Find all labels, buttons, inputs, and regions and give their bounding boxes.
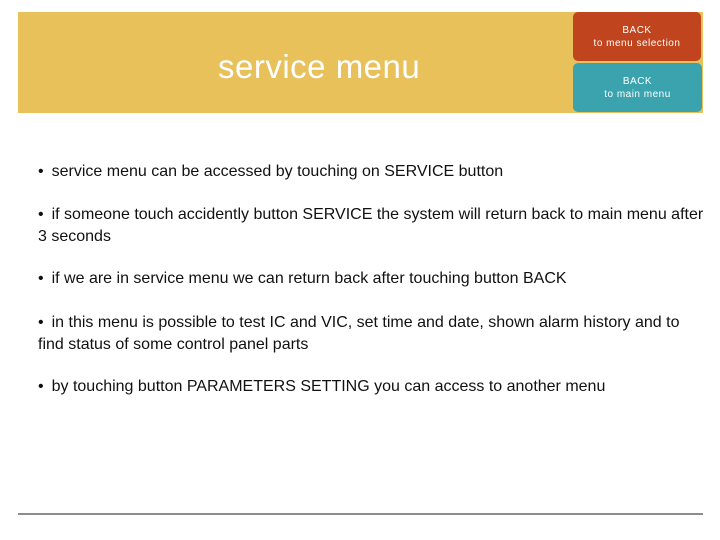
bullet-text: if someone touch accidently button SERVICE the system will return back to main menu after 3 seconds bbox=[38, 206, 704, 245]
back-sublabel: to menu selection bbox=[593, 37, 681, 49]
bullet-text: if we are in service menu we can return back after touching button BACK bbox=[51, 270, 567, 287]
bullet-icon: • bbox=[38, 206, 44, 223]
footer-divider bbox=[18, 513, 703, 515]
bullet-text: by touching button PARAMETERS SETTING you can access to another menu bbox=[51, 378, 606, 395]
bullet-icon: • bbox=[38, 163, 44, 180]
back-label: BACK bbox=[622, 75, 653, 87]
bullet-icon: • bbox=[38, 314, 44, 331]
page-title: service menu bbox=[218, 48, 421, 85]
back-to-menu-selection-button[interactable] bbox=[573, 12, 701, 61]
list-item bbox=[38, 376, 708, 398]
list-item bbox=[38, 204, 708, 248]
list-item bbox=[38, 161, 708, 183]
bullet-text: in this menu is possible to test IC and VIC, set time and date, shown alarm history and to find status of some control panel parts bbox=[38, 314, 680, 353]
list-item bbox=[38, 312, 708, 356]
bullet-icon: • bbox=[38, 270, 44, 287]
back-label: BACK bbox=[622, 24, 652, 36]
back-sublabel: to main menu bbox=[604, 88, 671, 100]
back-to-main-menu-button[interactable] bbox=[573, 63, 702, 112]
bullet-icon: • bbox=[38, 378, 44, 395]
list-item bbox=[38, 268, 708, 290]
bullet-text: service menu can be accessed by touching on SERVICE button bbox=[51, 163, 504, 180]
